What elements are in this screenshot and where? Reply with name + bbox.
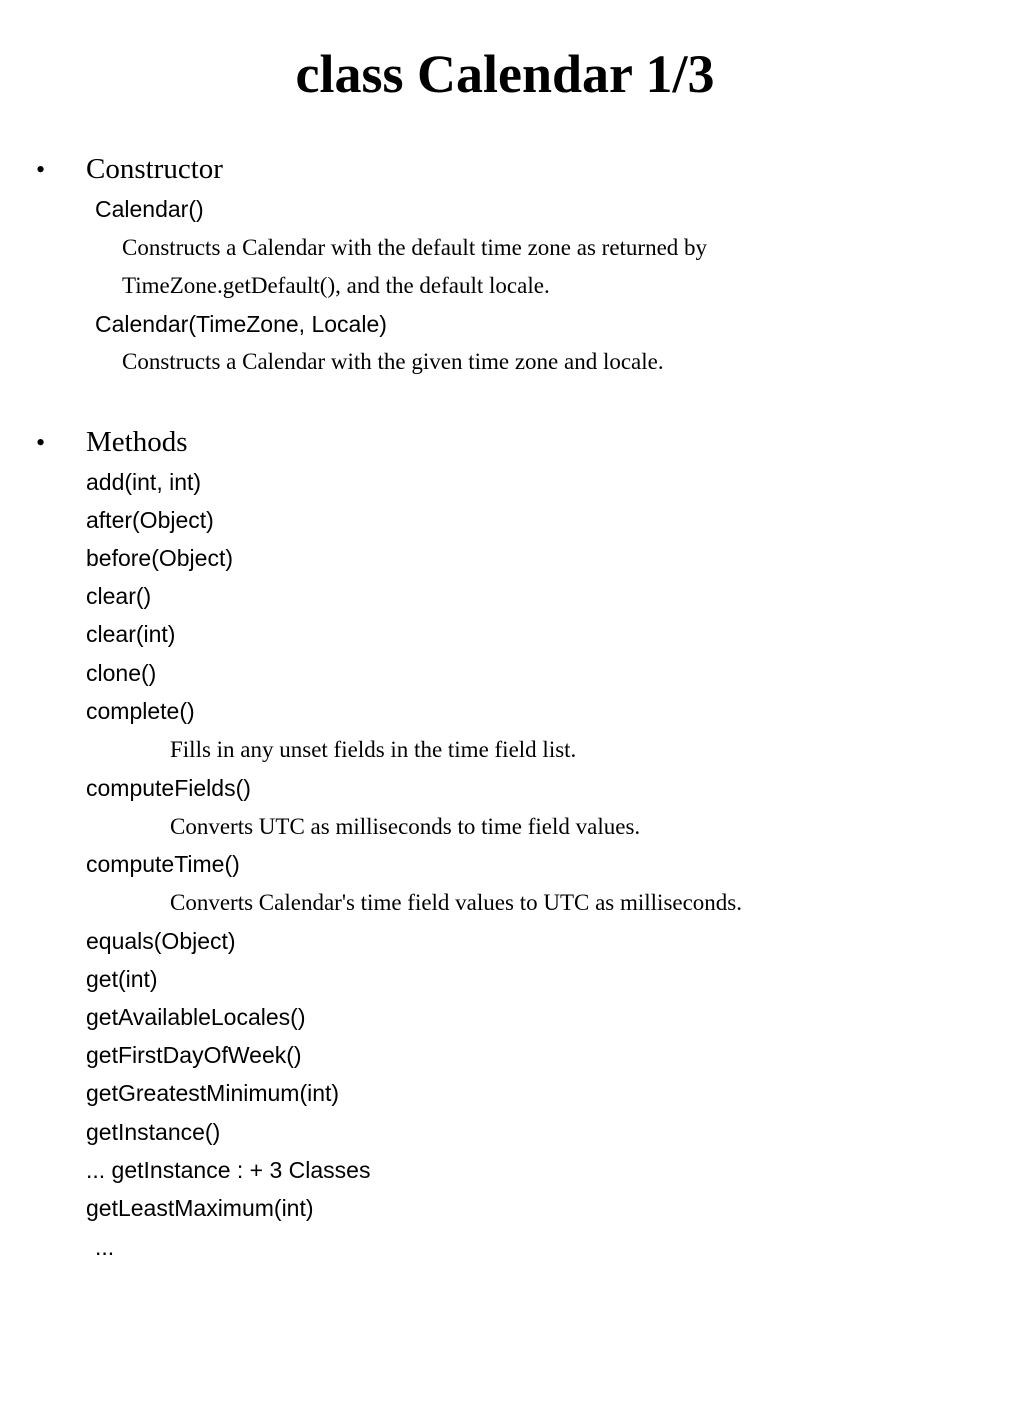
constructor-signature: Calendar() — [95, 196, 204, 222]
method-signature: clear(int) — [86, 621, 176, 647]
trailing-ellipsis: ... — [95, 1234, 115, 1260]
method-signature: getLeastMaximum(int) — [86, 1195, 314, 1221]
method-description: Converts Calendar's time field values to UTC as milliseconds. — [170, 890, 743, 915]
method-signature: before(Object) — [86, 545, 234, 571]
method-signature: computeFields() — [86, 775, 251, 801]
method-signature: ... getInstance : + 3 Classes — [86, 1157, 371, 1183]
bullet-methods: • — [36, 428, 46, 457]
constructor-description-line: Constructs a Calendar with the given time zone and locale. — [122, 349, 664, 374]
method-signature: getFirstDayOfWeek() — [86, 1042, 302, 1068]
method-signature: equals(Object) — [86, 928, 236, 954]
constructor-description-line: Constructs a Calendar with the default time zone as returned by — [122, 235, 708, 260]
section-heading-methods: Methods — [86, 426, 188, 458]
method-signature: get(int) — [86, 966, 158, 992]
constructor-signature: Calendar(TimeZone, Locale) — [95, 311, 387, 337]
method-signature: clone() — [86, 660, 157, 686]
bullet-constructor: • — [36, 155, 46, 184]
method-signature: getInstance() — [86, 1119, 221, 1145]
method-signature: clear() — [86, 583, 152, 609]
page-title: class Calendar 1/3 — [295, 44, 715, 104]
method-signature: complete() — [86, 698, 195, 724]
method-signature: getAvailableLocales() — [86, 1004, 306, 1030]
section-heading-constructor: Constructor — [86, 153, 223, 185]
method-description: Fills in any unset fields in the time field list. — [170, 737, 577, 762]
method-signature: add(int, int) — [86, 469, 202, 495]
method-signature: computeTime() — [86, 851, 240, 877]
method-description: Converts UTC as milliseconds to time field values. — [170, 814, 641, 839]
constructor-description-line: TimeZone.getDefault(), and the default locale. — [122, 273, 550, 298]
method-signature: getGreatestMinimum(int) — [86, 1080, 340, 1106]
method-signature: after(Object) — [86, 507, 214, 533]
